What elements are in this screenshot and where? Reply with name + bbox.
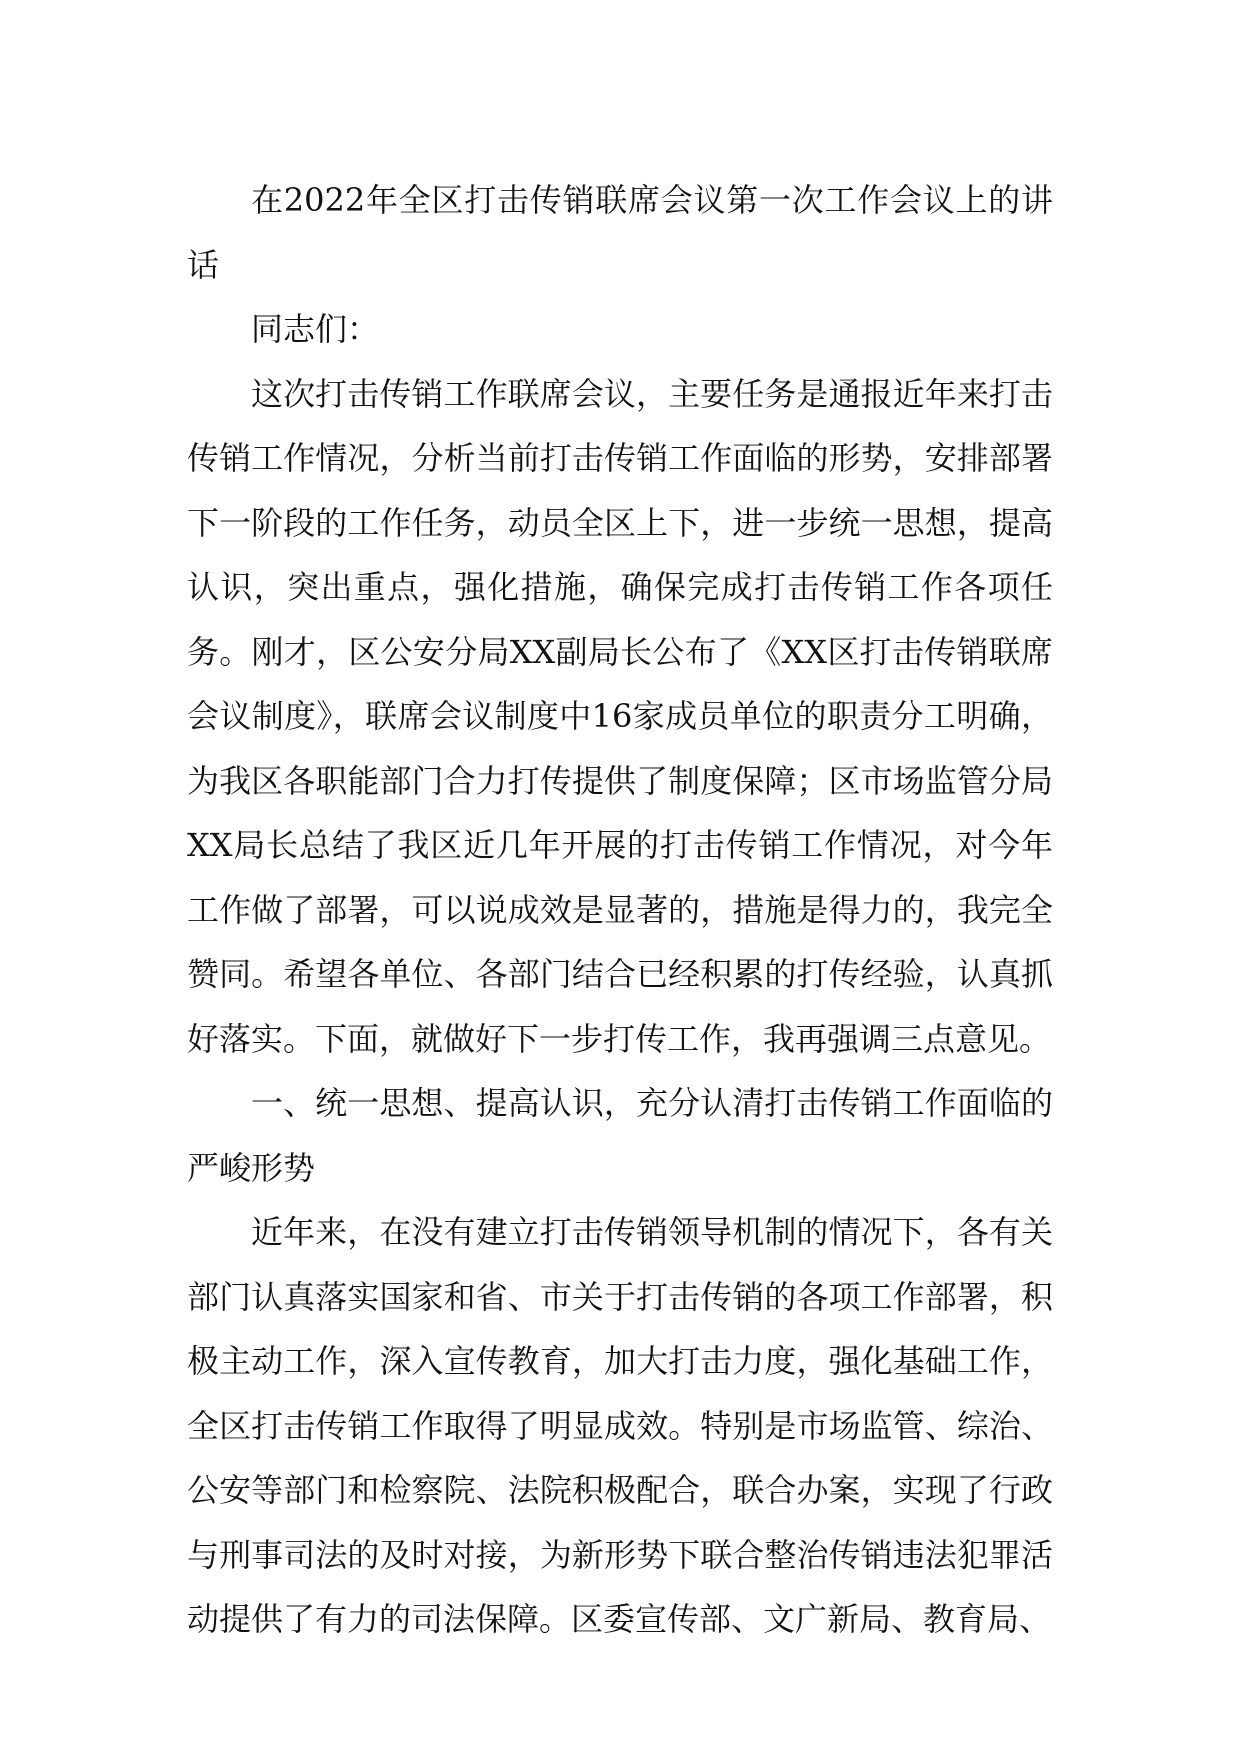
- section-heading-1: 一、统一思想、提高认识，充分认清打击传销工作面临的严峻形势: [187, 1084, 1053, 1187]
- paragraph-intro: 这次打击传销工作联席会议，主要任务是通报近年来打击传销工作情况，分析当前打击传销工作面临的形势，安排部署下一阶段的工作任务，动员全区上下，进一步统一思想，提高认识，突出重点，强化措施，确保完成打击传销工作各项任务。刚才，区公安分局XX副局长公布了《XX区打击传销联席会议制度》，联席会议制度中16家成员单位的职责分工明确，为我区各职能部门合力打传提供了制度保障；区市场监管分局XX局长总结了我区近几年开展的打击传销工作情况，对今年工作做了部署，可以说成效是显著的，措施是得力的，我完全赞同。希望各单位、各部门结合已经积累的打传经验，认真抓好落实。下面，就做好下一步打传工作，我再强调三点意见。: [187, 374, 1053, 1058]
- paragraph-section-1: 近年来，在没有建立打击传销领导机制的情况下，各有关部门认真落实国家和省、市关于打击传销的各项工作部署，积极主动工作，深入宣传教育，加大打击力度，强化基础工作，全区打击传销工作取得了明显成效。特别是市场监管、综治、公安等部门和检察院、法院积极配合，联合办案，实现了行政与刑事司法的及时对接，为新形势下联合整治传销违法犯罪活动提供了有力的司法保障。区委宣传部、文广新局、教育局、: [187, 1213, 1053, 1638]
- document-title: 在2022年全区打击传销联席会议第一次工作会议上的讲话: [187, 181, 1053, 284]
- salutation: 同志们：: [251, 310, 380, 348]
- document-body: [187, 168, 1053, 1652]
